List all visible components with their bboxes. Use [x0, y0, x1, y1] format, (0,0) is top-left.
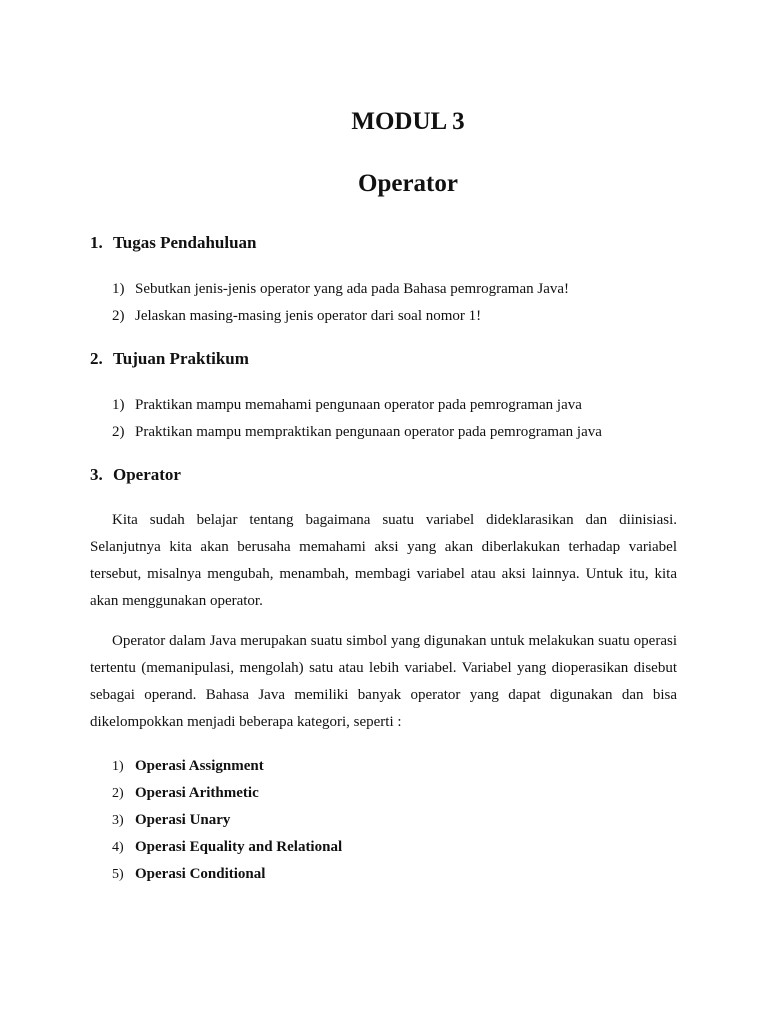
- list-item-text: Jelaskan masing-masing jenis operator dari soal nomor 1!: [135, 308, 482, 324]
- list-item-text: Operasi Assignment: [135, 758, 264, 774]
- list-item: [112, 306, 569, 333]
- list-item-number: 1): [112, 759, 124, 774]
- list-item: [112, 279, 569, 306]
- list-item-number: 3): [112, 813, 124, 828]
- list-item-text: Operasi Conditional: [135, 866, 266, 882]
- section-heading-1: [90, 233, 256, 253]
- list-item: [112, 864, 342, 891]
- section-title: Operator: [113, 465, 181, 484]
- section-title: Tugas Pendahuluan: [113, 233, 257, 252]
- tugas-pendahuluan-list: [112, 279, 569, 333]
- operator-category-list: [112, 756, 342, 891]
- list-item-number: 5): [112, 867, 124, 882]
- list-item: [112, 783, 342, 810]
- paragraph: Operator dalam Java merupakan suatu simbol yang digunakan untuk melakukan suatu operasi tertentu (memanipulasi, mengolah) satu atau lebih variabel. Variabel yang dioperasikan disebut sebagai operand. Bahasa Java memiliki banyak operator yang dapat digunakan dan bisa dikelompokkan menjadi beberapa kategori, seperti :: [90, 633, 677, 730]
- list-item-number: 2): [112, 424, 125, 440]
- list-item-text: Praktikan mampu memahami pengunaan operator pada pemrograman java: [135, 397, 582, 413]
- section-number: 3.: [90, 465, 103, 484]
- list-item-text: Praktikan mampu mempraktikan pengunaan operator pada pemrograman java: [135, 424, 602, 440]
- list-item-number: 2): [112, 308, 125, 324]
- list-item-number: 1): [112, 281, 125, 297]
- list-item-text: Operasi Unary: [135, 812, 231, 828]
- list-item-number: 1): [112, 397, 125, 413]
- list-item-number: 2): [112, 786, 124, 801]
- paragraph: Kita sudah belajar tentang bagaimana suatu variabel dideklarasikan dan diinisiasi. Selanjutnya kita akan berusaha memahami aksi yang akan diberlakukan terhadap variabel tersebut, misalnya mengubah, menambah, membagi variabel atau aksi lainnya. Untuk itu, kita akan menggunakan operator.: [90, 512, 677, 609]
- list-item: [112, 756, 342, 783]
- list-item: [112, 837, 342, 864]
- list-item: [112, 810, 342, 837]
- section-number: 2.: [90, 349, 103, 368]
- tujuan-praktikum-list: [112, 395, 602, 449]
- list-item: [112, 395, 602, 422]
- list-item-text: Operasi Equality and Relational: [135, 839, 343, 855]
- section-heading-2: [90, 349, 249, 369]
- module-title: MODUL 3: [351, 108, 465, 135]
- list-item-number: 4): [112, 840, 124, 855]
- list-item: [112, 422, 602, 449]
- module-subtitle: Operator: [358, 170, 458, 197]
- list-item-text: Sebutkan jenis-jenis operator yang ada pada Bahasa pemrograman Java!: [135, 281, 570, 297]
- section-heading-3: [90, 465, 181, 485]
- list-item-text: Operasi Arithmetic: [135, 785, 259, 801]
- section-title: Tujuan Praktikum: [113, 349, 249, 368]
- section-number: 1.: [90, 233, 103, 252]
